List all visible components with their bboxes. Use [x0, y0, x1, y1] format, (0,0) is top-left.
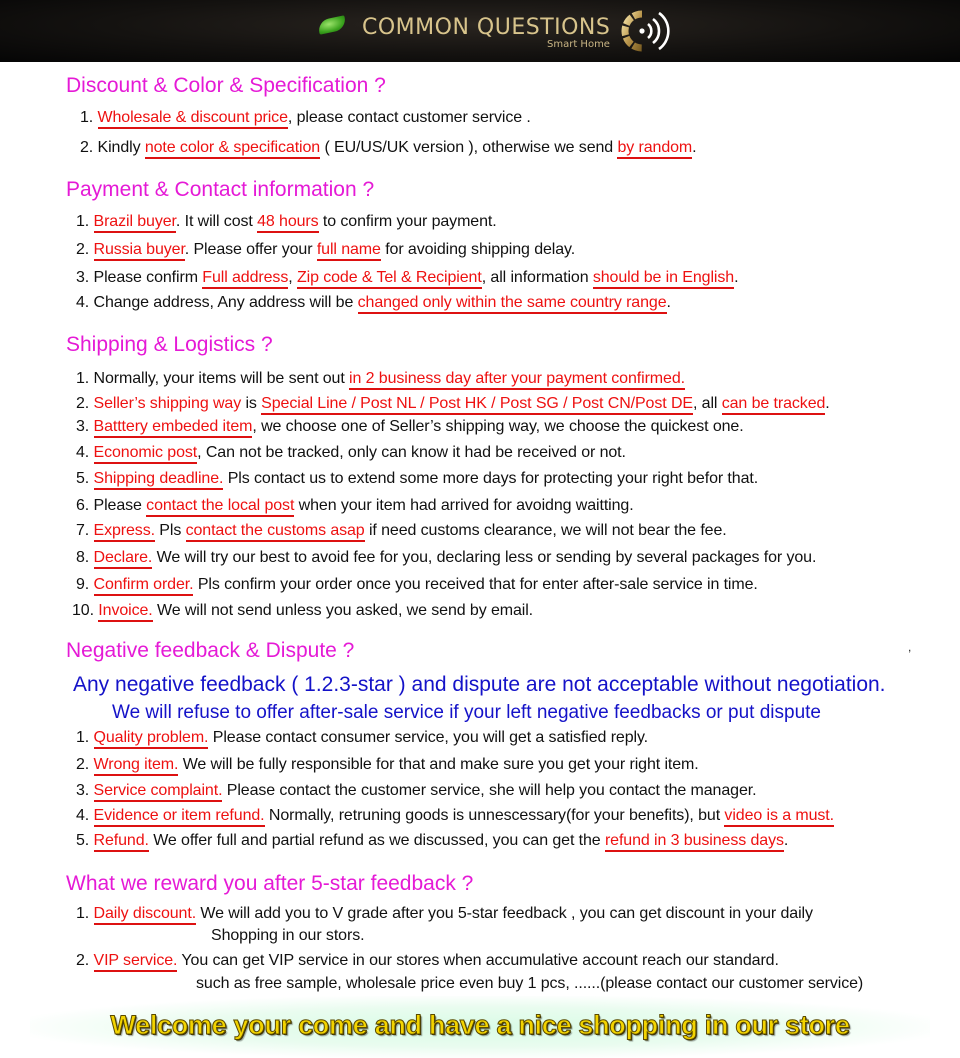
list-number: 6.	[76, 497, 94, 514]
item-text: ( EU/US/UK version ), otherwise we send	[320, 139, 618, 156]
banner-subtitle: Smart Home	[547, 39, 610, 50]
stray-mark: ,	[908, 640, 912, 654]
highlighted-phrase: can be tracked	[722, 395, 826, 415]
list-item	[76, 729, 648, 747]
highlighted-phrase: Wholesale & discount price	[98, 109, 288, 129]
header-banner	[0, 0, 960, 62]
item-text: Please contact the customer service, she will help you contact the manager.	[222, 782, 757, 799]
item-text: , all information	[481, 269, 593, 286]
item-text: Please	[93, 497, 147, 514]
leaf-icon	[317, 15, 347, 35]
item-text: , all	[692, 395, 722, 412]
item-text: .	[825, 395, 830, 412]
highlighted-phrase: Full address	[202, 269, 288, 289]
section-title-discount: Discount & Color & Specification ?	[66, 74, 386, 97]
list-number: 8.	[76, 549, 94, 566]
list-item	[76, 395, 830, 413]
item-text: , please contact customer service .	[287, 109, 531, 126]
item-text: , Can not be tracked, only can know it had be received or not.	[197, 444, 626, 461]
banner-title: COMMON QUESTIONS	[362, 15, 611, 40]
item-text: Kindly	[97, 139, 145, 156]
list-number: 1.	[80, 109, 98, 126]
list-item	[76, 952, 779, 970]
list-item	[76, 241, 575, 259]
highlighted-phrase: video is a must.	[724, 807, 834, 827]
list-item	[76, 522, 727, 540]
highlighted-phrase: Special Line / Post NL / Post HK / Post SG / Post CN/Post DE	[261, 395, 693, 415]
list-number: 2.	[76, 395, 94, 412]
list-item-continuation: such as free sample, wholesale price even buy 1 pcs, ......(please contact our customer service)	[196, 975, 864, 992]
item-text: .	[692, 139, 697, 156]
highlighted-phrase: Confirm order.	[94, 576, 194, 596]
smart-home-wifi-logo-icon	[608, 6, 678, 56]
list-number: 2.	[76, 241, 94, 258]
item-text: You can get VIP service in our stores when accumulative account reach our standard.	[177, 952, 779, 969]
highlighted-phrase: refund in 3 business days	[605, 832, 784, 852]
list-number: 1.	[76, 729, 94, 746]
list-number: 2.	[80, 139, 98, 156]
item-text: is	[241, 395, 262, 412]
list-item	[76, 576, 758, 594]
list-item	[76, 497, 634, 515]
item-text: Pls contact us to extend some more days for protecting your right befor that.	[223, 470, 759, 487]
list-item	[80, 139, 697, 157]
list-number: 9.	[76, 576, 94, 593]
notice-sub: We will refuse to offer after-sale service if your left negative feedbacks or put dispute	[112, 702, 821, 723]
list-item	[80, 109, 531, 127]
notice-main: Any negative feedback ( 1.2.3-star ) and dispute are not acceptable without negotiation.	[73, 673, 886, 696]
section-title-payment: Payment & Contact information ?	[66, 178, 375, 201]
item-text: .	[666, 294, 671, 311]
highlighted-phrase: Batttery embeded item	[94, 418, 253, 438]
red-phrase: Seller’s shipping way	[93, 395, 242, 412]
highlighted-phrase: Quality problem.	[94, 729, 209, 749]
list-item	[76, 294, 671, 312]
list-number: 3.	[76, 418, 94, 435]
item-text: for avoiding shipping delay.	[380, 241, 576, 258]
item-text: We will try our best to avoid fee for you, declaring less or sending by several packages for you.	[152, 549, 817, 566]
list-item	[76, 782, 756, 800]
highlighted-phrase: contact the local post	[146, 497, 294, 517]
list-number: 2.	[76, 756, 94, 773]
highlighted-phrase: VIP service.	[94, 952, 178, 972]
highlighted-phrase: Wrong item.	[94, 756, 179, 776]
list-item	[76, 269, 738, 287]
highlighted-phrase: 48 hours	[257, 213, 318, 233]
list-number: 3.	[76, 782, 94, 799]
list-item	[76, 549, 816, 567]
item-text: We will not send unless you asked, we send by email.	[152, 602, 534, 619]
item-text: Pls confirm your order once you received that for enter after-sale service in time.	[193, 576, 758, 593]
item-text: when your item had arrived for avoidng waitting.	[294, 497, 634, 514]
list-number: 4.	[76, 294, 94, 311]
list-number: 1.	[76, 370, 94, 387]
highlighted-phrase: contact the customs asap	[186, 522, 365, 542]
highlighted-phrase: Economic post	[94, 444, 198, 464]
item-text: . It will cost	[175, 213, 258, 230]
item-text: We will add you to V grade after you 5-star feedback , you can get discount in your daily	[196, 905, 813, 922]
highlighted-phrase: Brazil buyer	[94, 213, 176, 233]
highlighted-phrase: Zip code & Tel & Recipient	[297, 269, 482, 289]
list-item	[76, 470, 758, 488]
item-text: . Please offer your	[184, 241, 317, 258]
highlighted-phrase: note color & specification	[145, 139, 320, 159]
list-number: 4.	[76, 807, 94, 824]
list-number: 1.	[76, 905, 94, 922]
list-number: 3.	[76, 269, 94, 286]
item-text: , we choose one of Seller’s shipping way, we choose the quickest one.	[252, 418, 744, 435]
list-item	[76, 444, 626, 462]
highlighted-phrase: Invoice.	[98, 602, 152, 622]
highlighted-phrase: Daily discount.	[94, 905, 197, 925]
item-text: We offer full and partial refund as we discussed, you can get the	[148, 832, 605, 849]
list-number: 7.	[76, 522, 94, 539]
highlighted-phrase: Shipping deadline.	[94, 470, 224, 490]
highlighted-phrase: Service complaint.	[94, 782, 223, 802]
item-text: We will be fully responsible for that and make sure you get your right item.	[178, 756, 699, 773]
section-title-reward: What we reward you after 5-star feedback ?	[66, 872, 474, 895]
highlighted-phrase: by random	[617, 139, 692, 159]
list-number: 5.	[76, 470, 94, 487]
item-text: Please contact consumer service, you will get a satisfied reply.	[208, 729, 649, 746]
highlighted-phrase: full name	[317, 241, 381, 261]
section-title-shipping: Shipping & Logistics ?	[66, 333, 273, 356]
list-item	[72, 602, 533, 620]
list-item-continuation: Shopping in our stors.	[211, 927, 365, 944]
item-text: to confirm your payment.	[318, 213, 497, 230]
highlighted-phrase: Express.	[94, 522, 155, 542]
list-item	[76, 418, 744, 436]
highlighted-phrase: Refund.	[94, 832, 149, 852]
item-text: Please confirm	[93, 269, 203, 286]
item-text: Normally, your items will be sent out	[93, 370, 350, 387]
item-text: if need customs clearance, we will not bear the fee.	[364, 522, 727, 539]
list-number: 4.	[76, 444, 94, 461]
list-number: 2.	[76, 952, 94, 969]
list-number: 1.	[76, 213, 94, 230]
list-number: 10.	[72, 602, 99, 619]
list-item	[76, 807, 834, 825]
list-item	[76, 370, 685, 388]
highlighted-phrase: Declare.	[94, 549, 153, 569]
highlighted-phrase: Russia buyer	[94, 241, 185, 261]
footer-welcome-text: Welcome your come and have a nice shopping in our store	[110, 1010, 850, 1040]
list-number: 5.	[76, 832, 94, 849]
section-title-negative-feedback: Negative feedback & Dispute ?	[66, 639, 355, 662]
highlighted-phrase: Evidence or item refund.	[94, 807, 265, 827]
item-text: Change address, Any address will be	[93, 294, 358, 311]
item-text: .	[783, 832, 789, 849]
item-text: Normally, retruning goods is unnescessary(for your benefits), but	[264, 807, 725, 824]
list-item	[76, 832, 788, 850]
list-item	[76, 213, 497, 231]
highlighted-phrase: in 2 business day after your payment confirmed.	[349, 370, 685, 390]
list-item	[76, 756, 699, 774]
highlighted-phrase: changed only within the same country range	[358, 294, 667, 314]
list-item	[76, 905, 813, 923]
highlighted-phrase: should be in English	[593, 269, 734, 289]
item-text: ,	[288, 269, 297, 286]
item-text: Pls	[154, 522, 186, 539]
item-text: .	[734, 269, 739, 286]
